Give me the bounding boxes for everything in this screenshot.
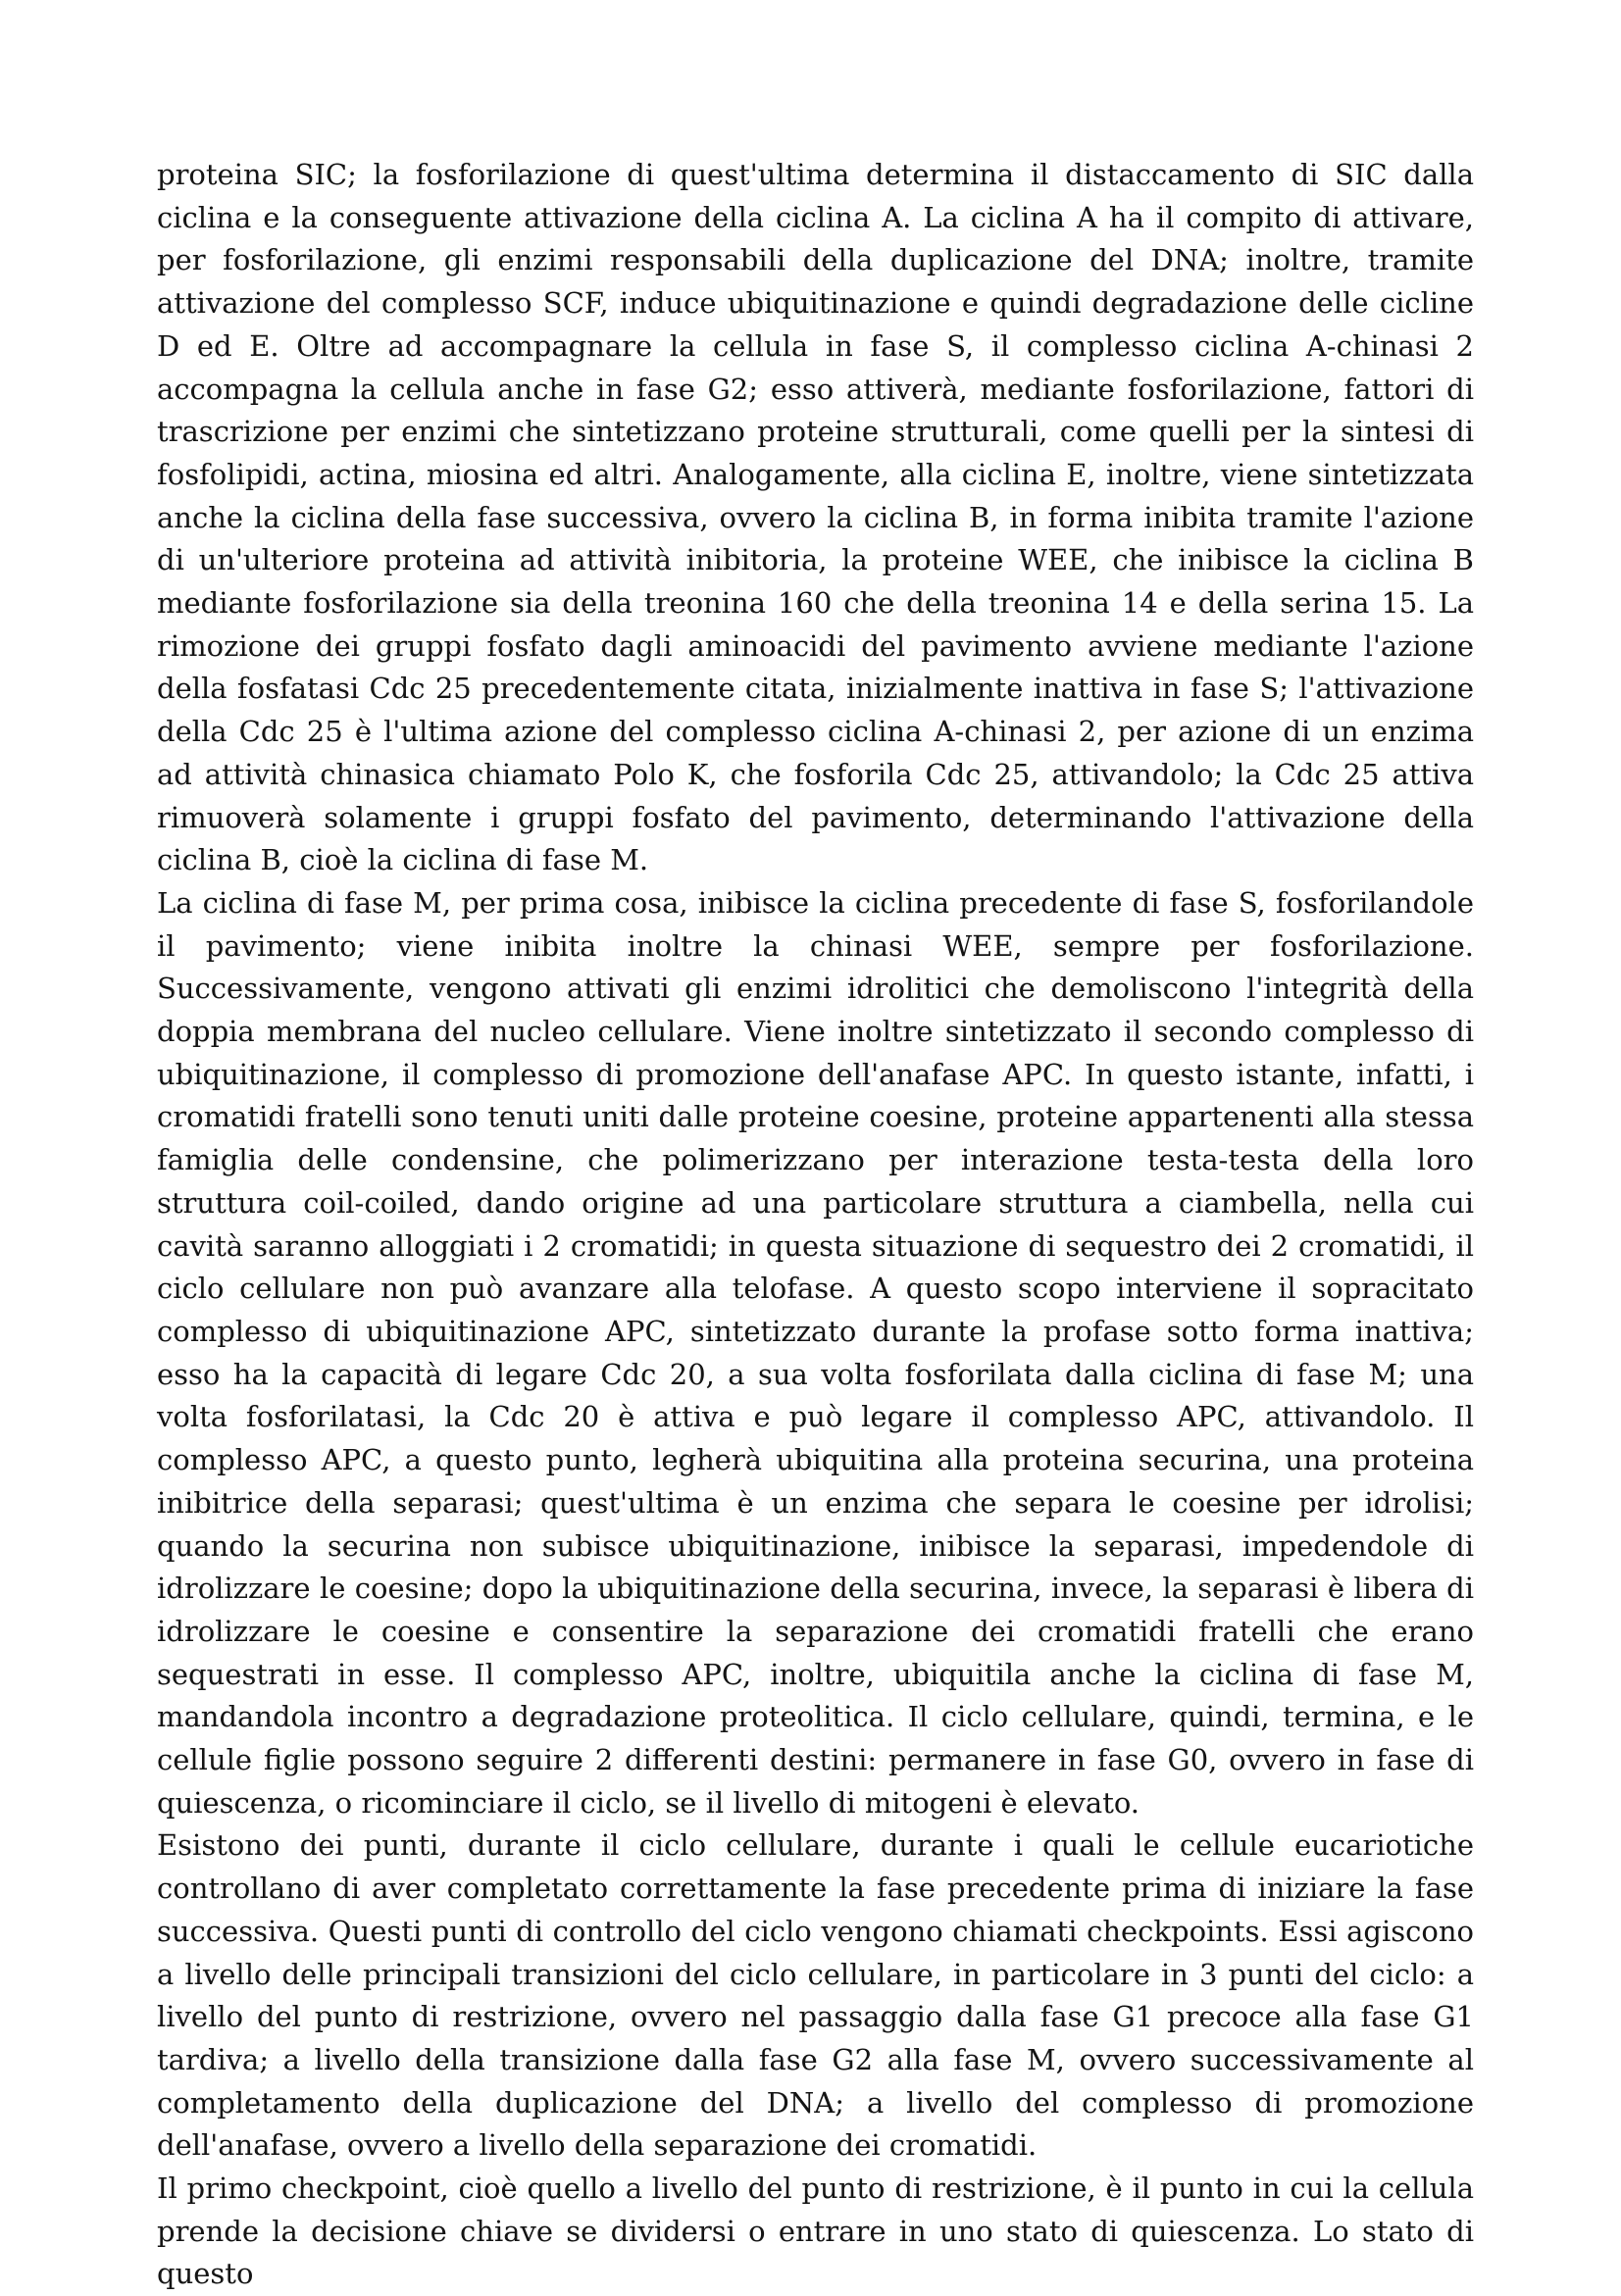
- paragraph-checkpoints: Esistono dei punti, durante il ciclo cellulare, durante i quali le cellule eucariotiche controllano di aver completato correttamente la fase precedente prima di iniziare la fase successiva. Questi punti di controllo del ciclo vengono chiamati checkpoints. Essi agiscono a livello delle principali transizioni del ciclo cellulare, in particolare in 3 punti del ciclo: a livello del punto di restrizione, ovvero nel passaggio dalla fase G1 precoce alla fase G1 tardiva; a livello della transizione dalla fase G2 alla fase M, ovvero successivamente al completamento della duplicazione del DNA; a livello del complesso di promozione dell'anafase, ovvero a livello della separazione dei cromatidi.: [157, 1828, 1474, 2163]
- paragraph-cyclin-m: La ciclina di fase M, per prima cosa, inibisce la ciclina precedente di fase S, fosforilandole il pavimento; viene inibita inoltre la chinasi WEE, sempre per fosforilazione. Successivamente, vengono attivati gli enzimi idrolitici che demoliscono l'integrità della doppia membrana del nucleo cellulare. Viene inoltre sintetizzato il secondo complesso di ubiquitinazione, il complesso di promozione dell'anafase APC. In questo istante, infatti, i cromatidi fratelli sono tenuti uniti dalle proteine coesine, proteine appartenenti alla stessa famiglia delle condensine, che polimerizzano per interazione testa-testa della loro struttura coil-coiled, dando origine ad una particolare struttura a ciambella, nella cui cavità saranno alloggiati i 2 cromatidi; in questa situazione di sequestro dei 2 cromatidi, il ciclo cellulare non può avanzare alla telofase. A questo scopo interviene il sopracitato complesso di ubiquitinazione APC, sintetizzato durante la profase sotto forma inattiva; esso ha la capacità di legare Cdc 20, a sua volta fosforilata dalla ciclina di fase M; una volta fosforilatasi, la Cdc 20 è attiva e può legare il complesso APC, attivandolo. Il complesso APC, a questo punto, legherà ubiquitina alla proteina securina, una proteina inibitrice della separasi; quest'ultima è un enzima che separa le coesine per idrolisi; quando la securina non subisce ubiquitinazione, inibisce la separasi, impedendole di idrolizzare le coesine; dopo la ubiquitinazione della securina, invece, la separasi è libera di idrolizzare le coesine e consentire la separazione dei cromatidi fratelli che erano sequestrati in esse. Il complesso APC, inoltre, ubiquitila anche la ciclina di fase M, mandandola incontro a degradazione proteolitica. Il ciclo cellulare, quindi, termina, e le cellule figlie possono seguire 2 differenti destini: permanere in fase G0, ovvero in fase di quiescenza, o ricominciare il ciclo, se il livello di mitogeni è elevato.: [157, 885, 1474, 1820]
- paragraph-first-checkpoint: Il primo checkpoint, cioè quello a livello del punto di restrizione, è il punto in cui la cellula prende la decisione chiave se dividersi o entrare in uno stato di quiescenza. Lo stato di questo: [157, 2171, 1474, 2291]
- body-text: [157, 154, 1474, 2296]
- paragraph-cyclin-a: proteina SIC; la fosforilazione di quest'ultima determina il distaccamento di SIC dalla ciclina e la conseguente attivazione della ciclina A. La ciclina A ha il compito di attivare, per fosforilazione, gli enzimi responsabili della duplicazione del DNA; inoltre, tramite attivazione del complesso SCF, induce ubiquitinazione e quindi degradazione delle cicline D ed E. Oltre ad accompagnare la cellula in fase S, il complesso ciclina A-chinasi 2 accompagna la cellula anche in fase G2; esso attiverà, mediante fosforilazione, fattori di trascrizione per enzimi che sintetizzano proteine strutturali, come quelli per la sintesi di fosfolipidi, actina, miosina ed altri. Analogamente, alla ciclina E, inoltre, viene sintetizzata anche la ciclina della fase successiva, ovvero la ciclina B, in forma inibita tramite l'azione di un'ulteriore proteina ad attività inibitoria, la proteine WEE, che inibisce la ciclina B mediante fosforilazione sia della treonina 160 che della treonina 14 e della serina 15. La rimozione dei gruppi fosfato dagli aminoacidi del pavimento avviene mediante l'azione della fosfatasi Cdc 25 precedentemente citata, inizialmente inattiva in fase S; l'attivazione della Cdc 25 è l'ultima azione del complesso ciclina A-chinasi 2, per azione di un enzima ad attività chinasica chiamato Polo K, che fosforila Cdc 25, attivandolo; la Cdc 25 attiva rimuoverà solamente i gruppi fosfato del pavimento, determinando l'attivazione della ciclina B, cioè la ciclina di fase M.: [157, 158, 1474, 877]
